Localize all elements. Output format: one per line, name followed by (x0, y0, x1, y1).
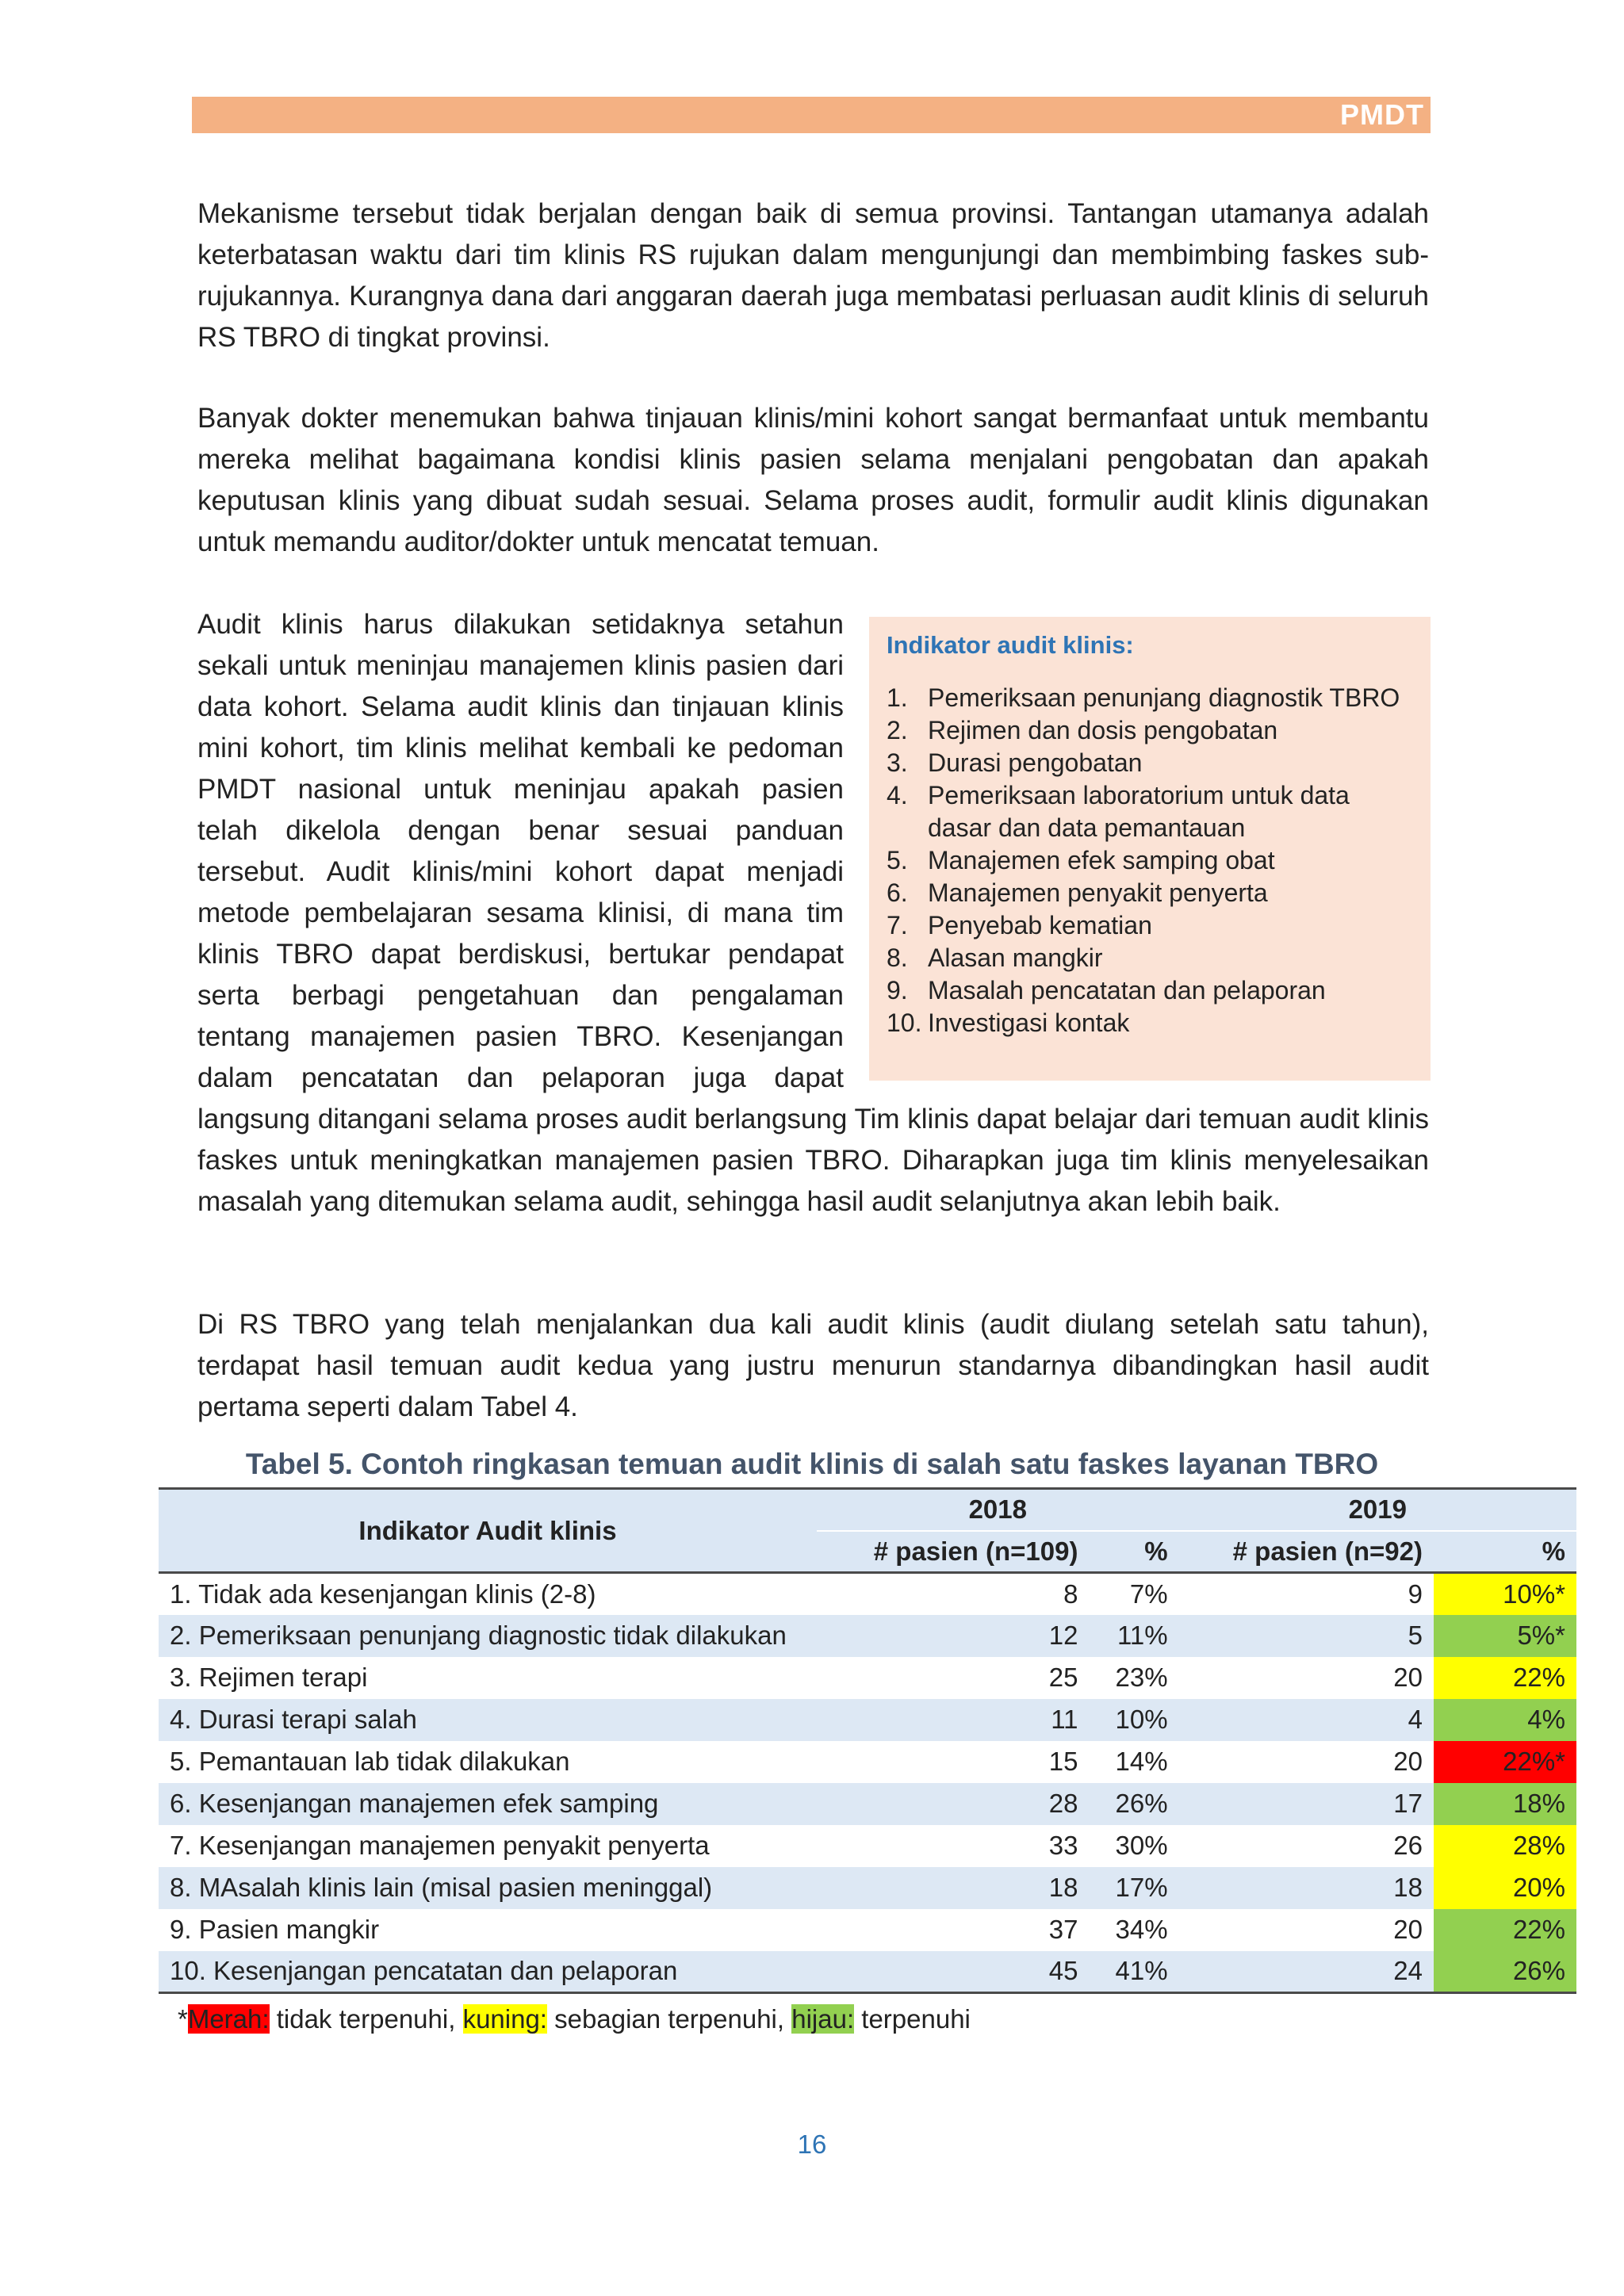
table-row (159, 1909, 1576, 1951)
indicator-item (887, 909, 1413, 942)
cell-percent-2019: 20% (1434, 1867, 1576, 1909)
cell-indicator: 3. Rejimen terapi (170, 1663, 368, 1692)
cell-patients-2018: 33 (1048, 1831, 1078, 1860)
table-title: Tabel 5. Contoh ringkasan temuan audit klinis di salah satu faskes layanan TBRO (245, 1448, 1379, 1480)
indicator-item (887, 747, 1413, 779)
cell-patients-2019: 24 (1393, 1956, 1423, 1986)
indicator-item (887, 877, 1413, 909)
paragraph-3-line: data kohort. Selama audit klinis dan tinjauan klinis (197, 691, 844, 722)
indicator-item (887, 682, 1413, 714)
header-bar (192, 97, 1431, 133)
header-year-2018: 2018 (968, 1494, 1027, 1525)
cell-patients-2018: 45 (1048, 1956, 1078, 1986)
cell-patients-2019: 4 (1408, 1705, 1423, 1734)
indicator-item-number: 1. (887, 683, 908, 712)
indicator-item (887, 779, 1413, 844)
cell-patients-2019: 17 (1393, 1789, 1423, 1818)
legend-red-text: tidak terpenuhi, (269, 2004, 463, 2034)
table-body (159, 1573, 1576, 1993)
paragraph-3-line: mini kohort, tim klinis melihat kembali ke pedoman (197, 733, 844, 763)
cell-percent-2018: 41% (1115, 1956, 1168, 1986)
table-row (159, 1951, 1576, 1993)
indicator-item-number: 9. (887, 976, 908, 1004)
indicator-item-number: 10. (887, 1008, 922, 1037)
paragraph-3-line: Audit klinis harus dilakukan setidaknya setahun (197, 609, 844, 640)
indicator-item (887, 942, 1413, 974)
header-label: PMDT (1340, 98, 1424, 131)
indicator-item-text: Penyebab kematian (928, 911, 1152, 939)
cell-indicator: 8. MAsalah klinis lain (misal pasien meninggal) (170, 1873, 713, 1902)
paragraph-3-line: dalam pencatatan dan pelaporan juga dapat (197, 1062, 844, 1093)
legend-green-label: hijau: (791, 2004, 855, 2034)
indicator-item-number: 2. (887, 716, 908, 744)
table-row (159, 1615, 1576, 1657)
legend-red-label: Merah: (187, 2004, 270, 2034)
paragraph-3-line: serta berbagi pengetahuan dan pengalaman (197, 980, 844, 1011)
paragraph-3-line: sekali untuk meninjau manajemen klinis pasien dari (197, 650, 844, 681)
cell-patients-2018: 8 (1063, 1578, 1078, 1609)
cell-percent-2018: 11% (1116, 1621, 1168, 1650)
indicator-item-number: 3. (887, 748, 908, 777)
cell-patients-2018: 37 (1048, 1915, 1078, 1944)
header-indicator: Indikator Audit klinis (358, 1515, 617, 1545)
cell-patients-2018: 28 (1048, 1789, 1078, 1818)
indicator-list (887, 682, 1413, 1039)
indicator-item (887, 714, 1413, 747)
legend-yellow-label: kuning: (462, 2004, 547, 2034)
indicator-item-number: 6. (887, 878, 908, 907)
cell-indicator: 6. Kesenjangan manajemen efek samping (170, 1789, 659, 1818)
cell-percent-2018: 30% (1115, 1831, 1168, 1860)
cell-percent-2018: 14% (1115, 1747, 1168, 1776)
legend-star: * (178, 2004, 188, 2034)
table-row (159, 1825, 1576, 1867)
cell-patients-2018: 15 (1048, 1747, 1078, 1776)
indicator-item-text: Masalah pencatatan dan pelaporan (928, 976, 1326, 1004)
cell-indicator: 5. Pemantauan lab tidak dilakukan (170, 1747, 570, 1776)
indicator-item-number: 4. (887, 781, 908, 809)
indicator-item-text: Manajemen penyakit penyerta (928, 878, 1268, 907)
indicator-item-number: 8. (887, 943, 908, 972)
paragraph-1: Mekanisme tersebut tidak berjalan dengan baik di semua provinsi. Tantangan utamanya adalah keterbatasan waktu dari tim klinis RS rujukan dalam mengunjungi dan membimbing faskes sub-rujukannya. Kurangnya dana dari anggaran daerah juga membatasi perluasan audit klinis di seluruh RS TBRO di tingkat provinsi. (197, 198, 1429, 353)
cell-patients-2019: 18 (1393, 1873, 1423, 1902)
cell-percent-2019: 5%* (1434, 1615, 1576, 1657)
cell-patients-2019: 20 (1393, 1747, 1423, 1776)
table-row (159, 1867, 1576, 1909)
indicator-item-text: Pemeriksaan laboratorium untuk data dasar dan data pemantauan (928, 781, 1350, 842)
indicator-item-text: Durasi pengobatan (928, 748, 1143, 777)
paragraph-3-line: klinis TBRO dapat berdiskusi, bertukar pendapat (197, 939, 844, 970)
table-header-row (159, 1489, 1576, 1531)
cell-indicator: 1. Tidak ada kesenjangan klinis (2-8) (170, 1578, 596, 1609)
cell-indicator: 9. Pasien mangkir (170, 1915, 380, 1944)
indicator-item (887, 974, 1413, 1007)
indicator-item-text: Alasan mangkir (928, 943, 1103, 972)
cell-percent-2018: 34% (1115, 1915, 1168, 1944)
indicator-item (887, 1007, 1413, 1039)
table-row (159, 1657, 1576, 1699)
cell-percent-2018: 26% (1115, 1789, 1168, 1818)
indicator-box (869, 617, 1431, 1081)
header-patients-2018: # pasien (n=109) (817, 1531, 1089, 1573)
table-row (159, 1699, 1576, 1741)
header-percent-2018: % (1089, 1531, 1178, 1573)
cell-patients-2018: 25 (1048, 1663, 1078, 1692)
cell-indicator: 7. Kesenjangan manajemen penyakit penyerta (170, 1831, 710, 1860)
table-row (159, 1741, 1576, 1783)
header-percent-2019: % (1434, 1531, 1576, 1573)
indicator-item-number: 7. (887, 911, 908, 939)
cell-percent-2018: 23% (1115, 1663, 1168, 1692)
cell-patients-2019: 20 (1393, 1915, 1423, 1944)
indicator-item (887, 844, 1413, 877)
cell-indicator: 10. Kesenjangan pencatatan dan pelaporan (170, 1956, 678, 1986)
legend-yellow-text: sebagian terpenuhi, (546, 2004, 792, 2034)
paragraph-3-wrapped (197, 604, 844, 1099)
paragraph-3-continued: langsung ditangani selama proses audit berlangsung Tim klinis dapat belajar dari temuan audit klinis faskes untuk meningkatkan manajemen pasien TBRO. Diharapkan juga tim klinis menyelesaikan masalah yang ditemukan selama audit, sehingga hasil audit selanjutnya akan lebih baik. (197, 1104, 1429, 1217)
cell-percent-2018: 10% (1115, 1705, 1168, 1734)
paragraph-3-line: tentang manajemen pasien TBRO. Kesenjangan (197, 1021, 844, 1052)
indicator-item-text: Manajemen efek samping obat (928, 846, 1275, 874)
cell-percent-2019: 18% (1434, 1783, 1576, 1825)
audit-table (159, 1487, 1576, 1994)
cell-percent-2018: 7% (1129, 1578, 1168, 1609)
legend-green-text: terpenuhi (854, 2004, 971, 2034)
paragraph-4: Di RS TBRO yang telah menjalankan dua kali audit klinis (audit diulang setelah satu tahun), terdapat hasil temuan audit kedua yang justru menurun standarnya dibandingkan hasil audit pertama seperti dalam Tabel 4. (197, 1309, 1429, 1422)
indicator-item-text: Investigasi kontak (928, 1008, 1130, 1037)
indicator-item-text: Pemeriksaan penunjang diagnostik TBRO (928, 683, 1400, 712)
cell-patients-2019: 26 (1393, 1831, 1423, 1860)
indicator-item-number: 5. (887, 846, 908, 874)
cell-percent-2019: 26% (1434, 1951, 1576, 1993)
cell-percent-2019: 22% (1434, 1909, 1576, 1951)
color-legend (178, 2004, 971, 2034)
cell-patients-2019: 20 (1393, 1663, 1423, 1692)
cell-patients-2018: 18 (1048, 1873, 1078, 1902)
indicator-box-title: Indikator audit klinis: (887, 631, 1134, 659)
cell-patients-2018: 11 (1051, 1705, 1078, 1734)
cell-percent-2019: 22% (1434, 1657, 1576, 1699)
cell-patients-2019: 5 (1408, 1621, 1423, 1650)
table-row (159, 1573, 1576, 1615)
table-row (159, 1783, 1576, 1825)
header-patients-2019: # pasien (n=92) (1179, 1531, 1434, 1573)
indicator-item-text: Rejimen dan dosis pengobatan (928, 716, 1278, 744)
paragraph-2: Banyak dokter menemukan bahwa tinjauan klinis/mini kohort sangat bermanfaat untuk membantu mereka melihat bagaimana kondisi klinis pasien selama menjalani pengobatan dan apakah keputusan klinis yang dibuat sudah sesuai. Selama proses audit, formulir audit klinis digunakan untuk memandu auditor/dokter untuk mencatat temuan. (197, 403, 1429, 557)
cell-percent-2018: 17% (1115, 1873, 1168, 1902)
cell-patients-2019: 9 (1408, 1578, 1423, 1609)
cell-percent-2019: 10%* (1434, 1573, 1576, 1615)
cell-percent-2019: 28% (1434, 1825, 1576, 1867)
paragraph-3-line: telah dikelola dengan benar sesuai panduan (197, 815, 844, 846)
cell-percent-2019: 4% (1434, 1699, 1576, 1741)
cell-patients-2018: 12 (1048, 1621, 1078, 1650)
paragraph-3-line: tersebut. Audit klinis/mini kohort dapat menjadi (197, 856, 844, 887)
cell-indicator: 2. Pemeriksaan penunjang diagnostic tidak dilakukan (170, 1621, 787, 1650)
paragraph-3-line: metode pembelajaran sesama klinisi, di mana tim (197, 897, 844, 928)
cell-percent-2019: 22%* (1434, 1741, 1576, 1783)
header-year-2019: 2019 (1348, 1494, 1407, 1525)
cell-indicator: 4. Durasi terapi salah (170, 1705, 417, 1734)
paragraph-3-line: PMDT nasional untuk meninjau apakah pasien (197, 774, 844, 805)
page-number: 16 (797, 2130, 827, 2159)
